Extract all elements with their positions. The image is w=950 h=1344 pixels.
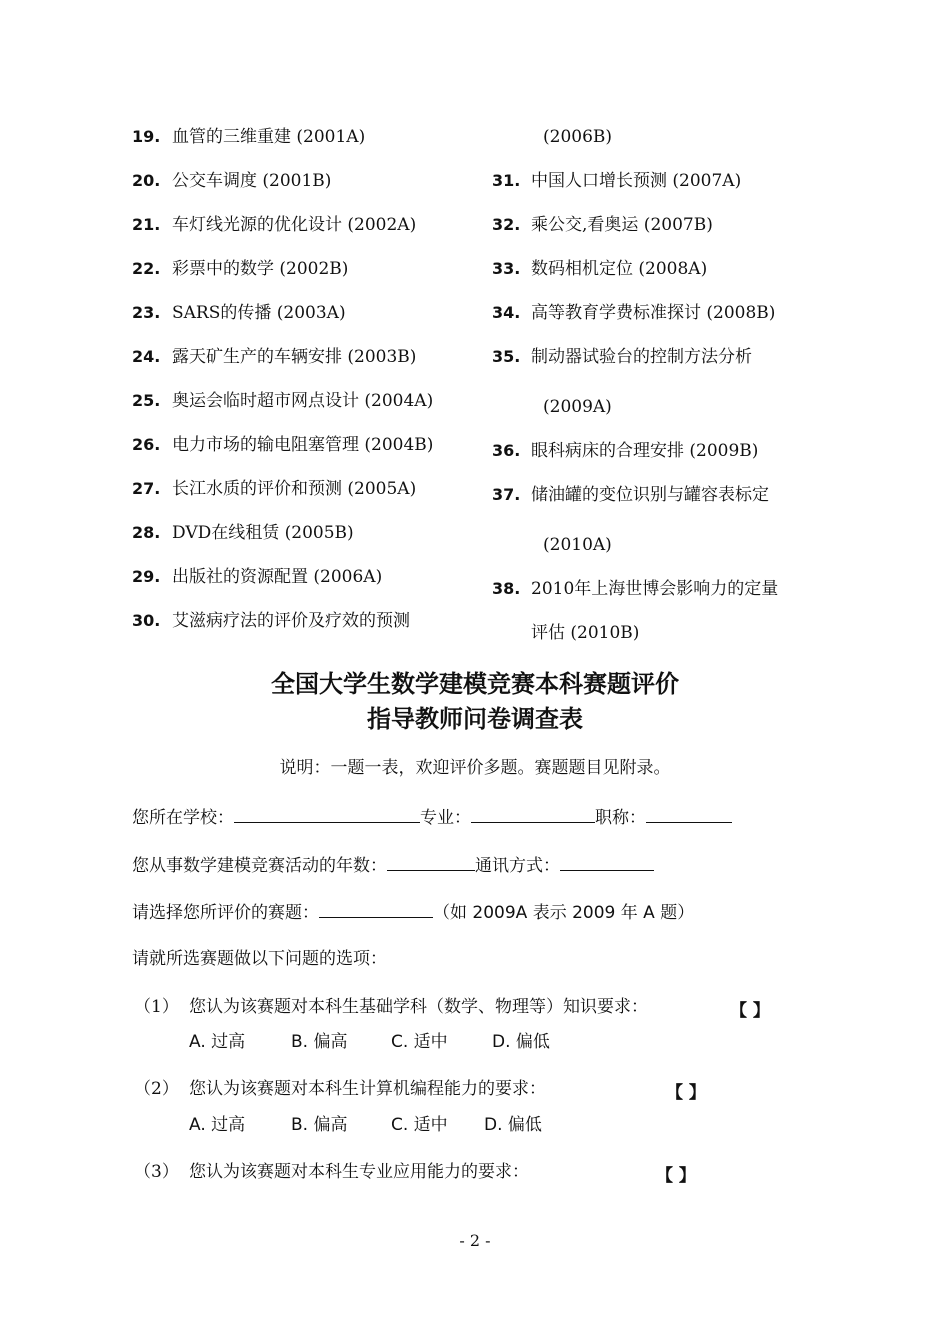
item-number: 27. <box>132 479 161 498</box>
item-text: 制动器试验台的控制方法分析 <box>531 347 752 367</box>
question-2 <box>134 1078 546 1100</box>
list-item <box>132 435 433 455</box>
item-number: 22. <box>132 259 161 278</box>
item-continuation: (2010A) <box>543 535 612 555</box>
item-text: 出版社的资源配置 (2006A) <box>172 567 383 587</box>
list-item <box>492 303 775 323</box>
item-text: 露天矿生产的车辆安排 (2003B) <box>172 347 417 367</box>
list-item <box>132 259 348 279</box>
question-text: 您认为该赛题对本科生基础学科（数学、物理等）知识要求： <box>189 997 648 1017</box>
question-3 <box>134 1161 529 1183</box>
item-number: 26. <box>132 435 161 454</box>
item-text: 艾滋病疗法的评价及疗效的预测 <box>172 611 410 631</box>
option-a[interactable]: A. 过高 <box>189 1032 246 1052</box>
list-item <box>492 485 769 505</box>
item-text: 眼科病床的合理安排 (2009B) <box>531 441 759 461</box>
years-field[interactable] <box>387 854 475 871</box>
school-field[interactable] <box>234 806 420 823</box>
item-number: 30. <box>132 611 161 630</box>
item-number: 20. <box>132 171 161 190</box>
instruction-text: 请就所选赛题做以下问题的选项： <box>132 949 387 969</box>
item-text: 高等教育学费标准探讨 (2008B) <box>531 303 776 323</box>
item-number: 36. <box>492 441 521 460</box>
list-item <box>492 347 752 367</box>
problem-label: 请选择您所评价的赛题： <box>132 903 319 923</box>
item-text: 血管的三维重建 (2001A) <box>172 127 366 147</box>
item-continuation: (2006B) <box>543 127 613 147</box>
answer-bracket[interactable]: 【 】 <box>730 1001 770 1021</box>
item-text: SARS的传播 (2003A) <box>172 303 346 323</box>
list-item <box>132 611 410 631</box>
list-item <box>132 567 382 587</box>
item-continuation: (2009A) <box>543 397 612 417</box>
option-b[interactable]: B. 偏高 <box>291 1115 348 1135</box>
list-item <box>492 579 778 599</box>
item-text: 储油罐的变位识别与罐容表标定 <box>531 485 769 505</box>
form-row-years <box>132 854 654 877</box>
item-text: 公交车调度 (2001B) <box>172 171 332 191</box>
form-row-problem <box>132 901 694 924</box>
item-text: 数码相机定位 (2008A) <box>531 259 708 279</box>
contact-field[interactable] <box>560 854 654 871</box>
item-text: 长江水质的评价和预测 (2005A) <box>172 479 417 499</box>
item-text: 彩票中的数学 (2002B) <box>172 259 349 279</box>
page-title: 全国大学生数学建模竞赛本科赛题评价 <box>271 670 679 698</box>
item-number: 34. <box>492 303 521 322</box>
option-d[interactable]: D. 偏低 <box>484 1115 542 1135</box>
item-text: 奥运会临时超市网点设计 (2004A) <box>172 391 434 411</box>
item-continuation: 评估 (2010B) <box>531 623 640 643</box>
question-index: （2） <box>134 1079 179 1099</box>
question-text: 您认为该赛题对本科生专业应用能力的要求： <box>189 1162 529 1182</box>
option-b[interactable]: B. 偏高 <box>291 1032 348 1052</box>
item-number: 31. <box>492 171 521 190</box>
page-subtitle: 指导教师问卷调查表 <box>367 705 583 733</box>
problem-hint: （如 2009A 表示 2009 年 A 题） <box>433 903 695 923</box>
item-number: 33. <box>492 259 521 278</box>
years-label: 您从事数学建模竞赛活动的年数： <box>132 856 387 876</box>
rank-field[interactable] <box>646 806 732 823</box>
list-item <box>132 523 354 543</box>
question-index: （1） <box>134 997 179 1017</box>
problem-field[interactable] <box>319 901 433 918</box>
item-text: DVD在线租赁 (2005B) <box>172 523 354 543</box>
list-item <box>132 347 416 367</box>
list-item <box>492 171 741 191</box>
option-c[interactable]: C. 适中 <box>391 1032 448 1052</box>
item-number: 23. <box>132 303 161 322</box>
item-number: 29. <box>132 567 161 586</box>
list-item <box>492 441 758 461</box>
item-number: 35. <box>492 347 521 366</box>
rank-label: 职称： <box>595 808 646 828</box>
form-row-school <box>132 806 732 829</box>
item-number: 21. <box>132 215 161 234</box>
item-number: 24. <box>132 347 161 366</box>
note-text: 说明：一题一表，欢迎评价多题。赛题题目见附录。 <box>279 758 671 778</box>
item-text: 电力市场的输电阻塞管理 (2004B) <box>172 435 434 455</box>
list-item <box>132 303 346 323</box>
list-item <box>492 215 713 235</box>
option-a[interactable]: A. 过高 <box>189 1115 246 1135</box>
list-item <box>492 259 707 279</box>
list-item <box>132 479 416 499</box>
answer-bracket[interactable]: 【 】 <box>656 1166 696 1186</box>
answer-bracket[interactable]: 【 】 <box>666 1083 706 1103</box>
option-c[interactable]: C. 适中 <box>391 1115 448 1135</box>
item-number: 38. <box>492 579 521 598</box>
item-number: 25. <box>132 391 161 410</box>
option-d[interactable]: D. 偏低 <box>492 1032 550 1052</box>
item-number: 37. <box>492 485 521 504</box>
list-item <box>132 391 433 411</box>
item-number: 19. <box>132 127 161 146</box>
list-item <box>132 127 365 147</box>
contact-label: 通讯方式： <box>475 856 560 876</box>
list-item <box>132 171 331 191</box>
item-number: 28. <box>132 523 161 542</box>
page-number: - 2 - <box>459 1231 491 1250</box>
school-label: 您所在学校： <box>132 808 234 828</box>
list-item <box>132 215 416 235</box>
major-field[interactable] <box>471 806 595 823</box>
question-1 <box>134 996 648 1018</box>
item-number: 32. <box>492 215 521 234</box>
item-text: 中国人口增长预测 (2007A) <box>531 171 742 191</box>
item-text: 2010年上海世博会影响力的定量 <box>531 579 779 599</box>
question-text: 您认为该赛题对本科生计算机编程能力的要求： <box>189 1079 546 1099</box>
item-text: 车灯线光源的优化设计 (2002A) <box>172 215 417 235</box>
item-text: 乘公交,看奥运 (2007B) <box>531 215 713 235</box>
major-label: 专业： <box>420 808 471 828</box>
question-index: （3） <box>134 1162 179 1182</box>
